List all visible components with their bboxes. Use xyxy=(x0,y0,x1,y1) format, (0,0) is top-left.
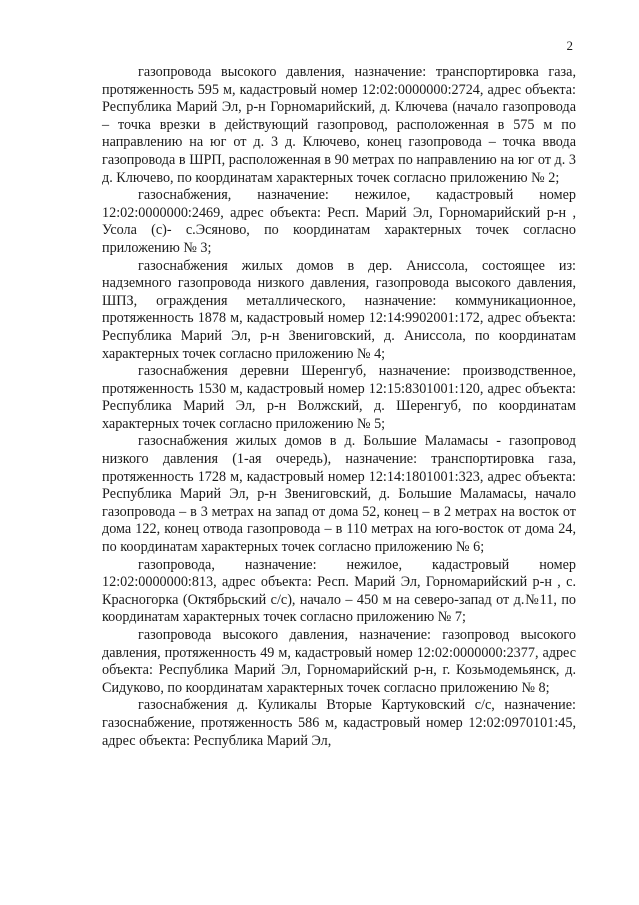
paragraph-gas-supply-anissola: газоснабжения жилых домов в дер. Аниссола, состоящее из: надземного газопровода низкого давления, газопровода высокого давления, ШПЗ, ограждения металлического, назначение: коммуникационное, протяженность 1878 м, кадастровый номер 12:14:9902001:172, адрес объекта: Республика Марий Эл, р-н Звениговский, д. Аниссола, по координатам характерных точек согласно приложению № 4; xyxy=(102,257,576,362)
paragraph-gas-pipeline-sidukovo: газопровода высокого давления, назначение: газопровод высокого давления, протяженность 49 м, кадастровый номер 12:02:0000000:2377, адрес объекта: Республика Марий Эл, Горномарийский р-н, г. Козьмодемьянск, д. Сидуково, по координатам характерных точек согласно приложению № 8; xyxy=(102,627,576,696)
paragraph-gas-supply-sherengub: газоснабжения деревни Шеренгуб, назначение: производственное, протяженность 1530 м, кадастровый номер 12:15:8301001:120, адрес объекта: Республика Марий Эл, р-н Волжский, д. Шеренгуб, по координатам характерных точек согласно приложению № 5; xyxy=(102,363,576,432)
paragraph-gas-supply-usola: газоснабжения, назначение: нежилое, кадастровый номер 12:02:0000000:2469, адрес объекта: Респ. Марий Эл, Горномарийский р-н , Усола (с)- с.Эсяново, по координатам характерных точек согласно приложению № 3; xyxy=(102,187,576,256)
page-number: 2 xyxy=(566,38,573,53)
paragraph-gas-pipeline-krasnogorka: газопровода, назначение: нежилое, кадастровый номер 12:02:0000000:813, адрес объекта: Респ. Марий Эл, Горномарийский р-н , с. Красногорка (Октябрьский с/с), начало – 450 м на северо-запад от д.№11, по координатам характерных точек согласно приложению № 7; xyxy=(102,556,576,626)
paragraph-gas-pipeline-klyuchevo: газопровода высокого давления, назначение: транспортировка газа, протяженность 595 м, кадастровый номер 12:02:0000000:2724, адрес объекта: Республика Марий Эл, р-н Горномарийский, д. Ключева (начало газопровода – точка врезки в действующий газопровод, расположенная в 575 м по направлению на юг от д. 3 д. Ключево, конец газопровода – точка ввода газопровода в ШРП, расположенная в 90 метрах по направлению на юг от д. 3 д. Ключево, по координатам характерных точек согласно приложению № 2; xyxy=(102,64,576,186)
paragraph-gas-supply-kulikaly: газоснабжения д. Куликалы Вторые Картуковский с/с, назначение: газоснабжение, протяженность 586 м, кадастровый номер 12:02:0970101:45, адрес объекта: Республика Марий Эл, xyxy=(102,697,576,749)
document-body xyxy=(102,64,576,750)
paragraph-gas-supply-bolshie-malamasy: газоснабжения жилых домов в д. Большие Маламасы - газопровод низкого давления (1-ая очередь), назначение: транспортировка газа, протяженность 1728 м, кадастровый номер 12:14:1801001:323, адрес объекта: Республика Марий Эл, р-н Звениговский, д. Большие Маламасы, начало газопровода – в 3 метрах на запад от дома 52, конец – в 2 метрах на восток от дома 122, конец отвода газопровода – в 110 метрах на юго-восток от дома 24, по координатам характерных точек согласно приложению № 6; xyxy=(102,433,576,556)
